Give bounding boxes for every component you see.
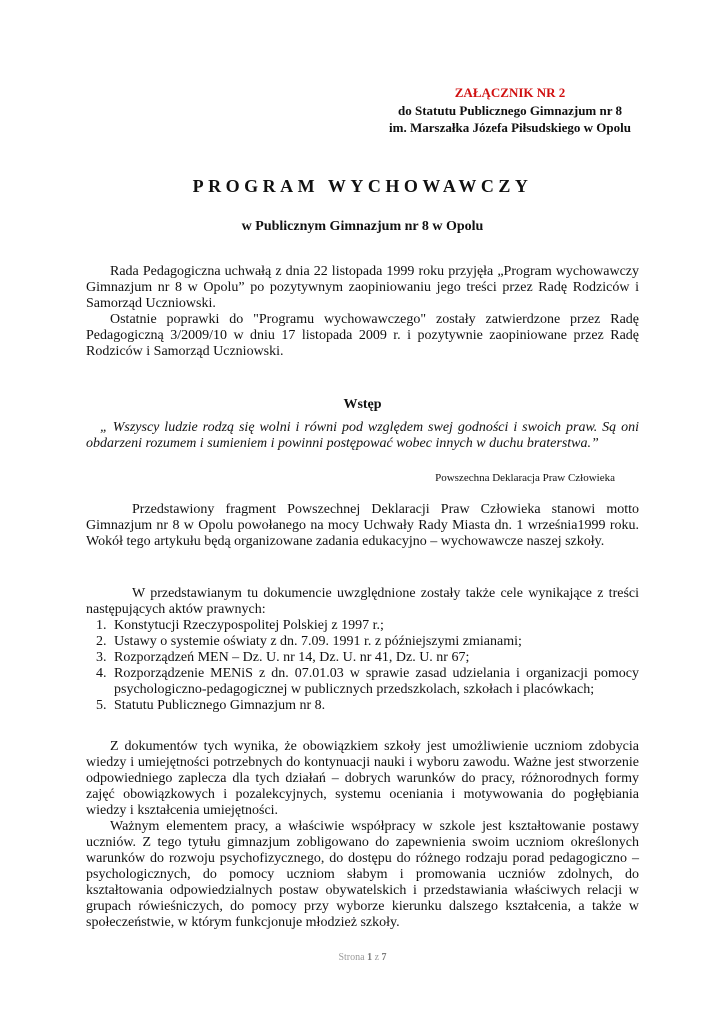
- list-item: 3. Rozporządzeń MEN – Dz. U. nr 14, Dz. U. nr 41, Dz. U. nr 67;: [110, 650, 639, 666]
- annex-label: ZAŁĄCZNIK NR 2: [454, 85, 566, 100]
- motto-quote: „ Wszyscy ludzie rodzą się wolni i równi pod względem swej godności i swoich praw. Są oni obdarzeni rozumem i sumieniem i powinni postępować wobec innych w duchu braterstwa.”: [86, 420, 639, 451]
- body-section: [86, 739, 639, 931]
- header-line-statute: do Statutu Publicznego Gimnazjum nr 8: [398, 102, 623, 118]
- footer-prefix: Strona: [338, 952, 365, 963]
- motto-quote-block: [86, 420, 639, 452]
- intro-section: [86, 264, 639, 360]
- list-item: 5. Statutu Publicznego Gimnazjum nr 8.: [110, 698, 639, 714]
- list-item: 2. Ustawy o systemie oświaty z dn. 7.09. 1991 r. z późniejszymi zmianami;: [110, 634, 639, 650]
- quote-source: Powszechna Deklaracja Praw Człowieka: [435, 472, 615, 484]
- document-title: PROGRAM WYCHOWAWCZY: [192, 176, 533, 196]
- legal-section: [86, 586, 639, 714]
- list-item: 4. Rozporządzenie MENiS z dn. 07.01.03 w sprawie zasad udzielania i organizacji pomocy psychologiczno-pedagogicznej w publicznych przedszkolach, szkołach i placówkach;: [110, 666, 639, 698]
- legal-intro: W przedstawianym tu dokumencie uwzględnione zostały także cele wynikające z treści następujących aktów prawnych:: [86, 586, 639, 617]
- document-header: [389, 84, 631, 137]
- header-line-school: im. Marszałka Józefa Piłsudskiego w Opolu: [389, 120, 631, 135]
- list-item: 1. Konstytucji Rzeczypospolitej Polskiej z 1997 r.;: [110, 618, 639, 634]
- intro-paragraph: Ostatnie poprawki do "Programu wychowawczego" zostały zatwierdzone przez Radę Pedagogiczną 3/2009/10 w dniu 17 listopada 2009 r. i pozytywnie zaopiniowane przez Radę Rodziców i Samorząd Uczniowski.: [86, 312, 639, 359]
- page-footer: [0, 952, 725, 963]
- legal-acts-list: [86, 618, 639, 714]
- page-number: 1: [367, 952, 373, 963]
- motto-section: [86, 502, 639, 550]
- intro-paragraph: Rada Pedagogiczna uchwałą z dnia 22 listopada 1999 roku przyjęła „Program wychowawczy Gimnazjum nr 8 w Opolu” po pozytywnym zaopiniowaniu jego treści przez Radę Rodziców i Samorząd Uczniowski.: [86, 264, 639, 311]
- section-heading: Wstęp: [343, 397, 382, 412]
- motto-paragraph: Przedstawiony fragment Powszechnej Deklaracji Praw Człowieka stanowi motto Gimnazjum nr 8 w Opolu powołanego na mocy Uchwały Rady Miasta dn. 1 września1999 roku. Wokół tego artykułu będą organizowane zadania edukacyjno – wychowawcze naszej szkoły.: [86, 502, 639, 549]
- page-total: 7: [381, 952, 387, 963]
- body-paragraph: Ważnym elementem pracy, a właściwie współpracy w szkole jest kształtowanie postawy uczniów. Z tego tytułu gimnazjum zobligowano do zapewnienia swoim uczniom określonych warunków do rozwoju psychofizycznego, do dostępu do różnego rodzaju porad pedagogiczno – psychologicznych, do pomocy uczniom słabym i promowania uczniów zdolnych, do kształtowania odpowiedzialnych postaw obywatelskich i przedstawiania właściwych relacji w grupach rówieśniczych, do pomocy przy wyborze kierunku dalszego kształcenia, a także w społeczeństwie, w którym funkcjonuje młodzież szkoły.: [86, 819, 639, 930]
- document-subtitle: w Publicznym Gimnazjum nr 8 w Opolu: [241, 219, 484, 234]
- body-paragraph: Z dokumentów tych wynika, że obowiązkiem szkoły jest umożliwienie uczniom zdobycia wiedzy i umiejętności potrzebnych do kontynuacji nauki i wyboru zawodu. Ważne jest stworzenie odpowiedniego zaplecza dla tych działań – dobrych warunków do pracy, różnorodnych formy zajęć obowiązkowych i pozalekcyjnych, systemu oceniania i motywowania do pogłębiania wiedzy i kształcenia umiejętności.: [86, 739, 639, 818]
- footer-separator: z: [374, 952, 380, 963]
